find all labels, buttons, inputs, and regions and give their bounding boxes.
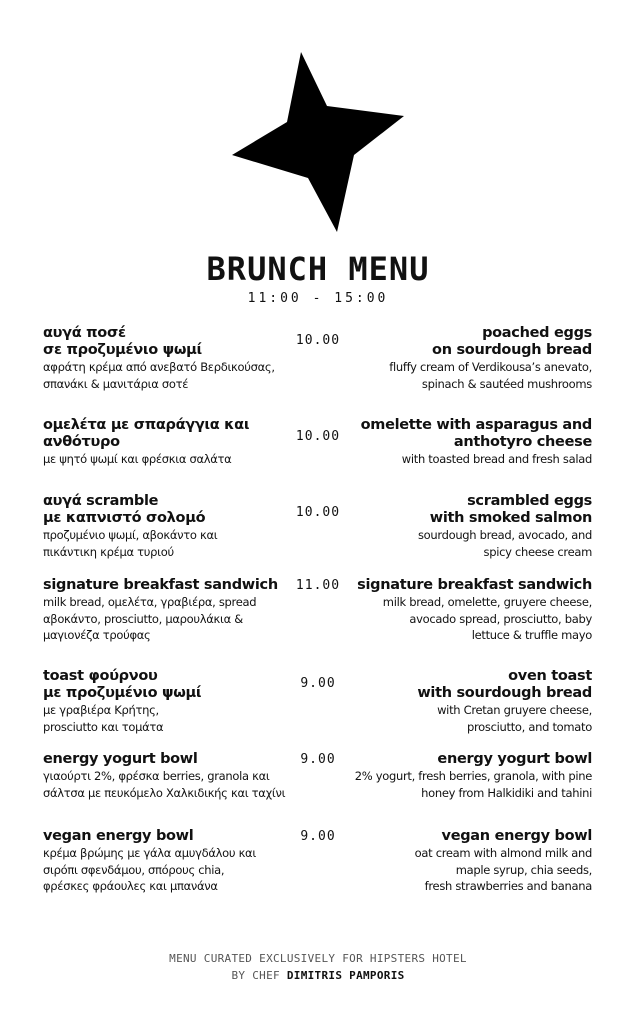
item-price: 10.00 [295, 333, 341, 348]
english-item-description: with toasted bread and fresh salad [401, 452, 592, 466]
greek-item-description: με γραβιέρα Κρήτης, prosciutto και τομάτα [43, 703, 164, 734]
greek-item-name: αυγά scramble με καπνιστό σολομό [43, 493, 206, 526]
english-item [330, 417, 592, 468]
greek-item-description: αφράτη κρέμα από ανεβατό Βερδικούσας, σπανάκι & μανιτάρια σοτέ [43, 360, 275, 391]
english-item-description: milk bread, omelette, gruyere cheese, avocado spread, prosciutto, baby lettuce & truffle mayo [382, 595, 592, 642]
greek-item [43, 325, 305, 392]
footer-chef-prefix: BY CHEF [231, 969, 280, 982]
greek-item-name: vegan energy bowl [43, 828, 194, 844]
greek-item [43, 751, 305, 801]
chef-name: DIMITRIS PAMPORIS [286, 969, 405, 982]
english-item-description: oat cream with almond milk and maple syrup, chia seeds, fresh strawberries and banana [414, 846, 592, 893]
item-price: 10.00 [295, 505, 341, 520]
menu-hours: 11:00 - 15:00 [247, 291, 389, 306]
greek-item-description: κρέμα βρώμης με γάλα αμυγδάλου και σιρόπι σφενδάμου, σπόρους chia, φρέσκες φράουλες και μπανάνα [43, 846, 256, 893]
english-item-name: omelette with asparagus and anthotyro cheese [360, 417, 592, 450]
item-price: 9.00 [300, 676, 336, 691]
six-point-star-icon [232, 52, 404, 232]
english-item [330, 828, 592, 895]
english-item-description: fluffy cream of Verdikousa’s anevato, spinach & sautéed mushrooms [389, 360, 592, 391]
item-price: 10.00 [295, 429, 341, 444]
menu-title: BRUNCH MENU [206, 250, 430, 288]
english-item-name: scrambled eggs with smoked salmon [429, 493, 592, 526]
greek-item [43, 668, 305, 735]
greek-item-name: toast φούρνου με προζυμένιο ψωμί [43, 668, 202, 701]
english-item [330, 493, 592, 560]
english-item [330, 751, 592, 801]
english-item-description: 2% yogurt, fresh berries, granola, with pine honey from Halkidiki and tahini [354, 769, 592, 800]
item-price: 9.00 [300, 752, 336, 767]
greek-item [43, 828, 305, 895]
greek-item-description: γιαούρτι 2%, φρέσκα berries, granola και σάλτσα με πευκόμελο Χαλκιδικής και ταχίνι [43, 769, 286, 800]
greek-item-description: προζυμένιο ψωμί, αβοκάντο και πικάντικη κρέμα τυριού [43, 528, 218, 559]
greek-item-name: ομελέτα με σπαράγγια και ανθότυρο [43, 417, 250, 450]
greek-item-name: signature breakfast sandwich [43, 577, 278, 593]
greek-item-name: αυγά ποσέ σε προζυμένιο ψωμί [43, 325, 202, 358]
greek-item-description: με ψητό ψωμί και φρέσκια σαλάτα [43, 452, 232, 466]
english-item-name: energy yogurt bowl [437, 751, 592, 767]
greek-item-name: energy yogurt bowl [43, 751, 198, 767]
english-item [330, 577, 592, 644]
menu-footer [0, 950, 636, 984]
english-item-description: with Cretan gruyere cheese, prosciutto, and tomato [437, 703, 592, 734]
item-price: 11.00 [295, 578, 341, 593]
english-item [330, 325, 592, 392]
english-item-name: oven toast with sourdough bread [417, 668, 592, 701]
english-item-name: signature breakfast sandwich [357, 577, 592, 593]
footer-line-hotel: MENU CURATED EXCLUSIVELY FOR HIPSTERS HOTEL [169, 952, 467, 965]
greek-item [43, 577, 305, 644]
greek-item [43, 417, 305, 468]
item-price: 9.00 [300, 829, 336, 844]
greek-item [43, 493, 305, 560]
greek-item-description: milk bread, ομελέτα, γραβιέρα, spread αβοκάντο, prosciutto, μαρουλάκια & μαγιονέζα τρούφας [43, 595, 257, 642]
english-item-name: vegan energy bowl [441, 828, 592, 844]
english-item [330, 668, 592, 735]
english-item-description: sourdough bread, avocado, and spicy cheese cream [417, 528, 592, 559]
english-item-name: poached eggs on sourdough bread [432, 325, 592, 358]
footer-line-chef [0, 967, 636, 984]
